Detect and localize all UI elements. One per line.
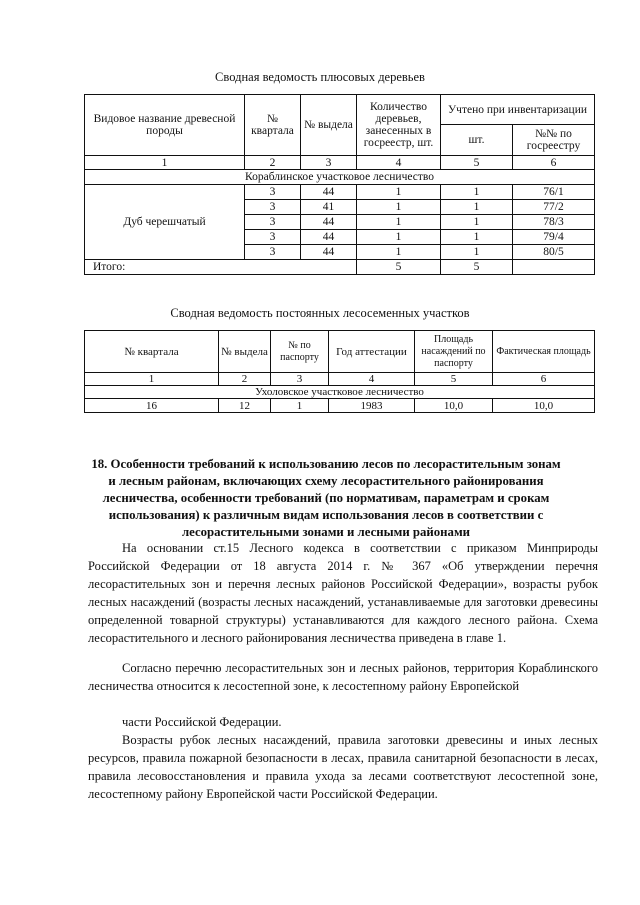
- cell-count: 1: [357, 245, 441, 260]
- cell-pcs: 1: [441, 185, 513, 200]
- table-row: [85, 399, 595, 413]
- cell-area-actual: 10,0: [493, 399, 595, 413]
- cell-kvartal: 3: [245, 200, 301, 215]
- cell-area-passport: 10,0: [415, 399, 493, 413]
- header-vydel: № выдела: [219, 331, 271, 373]
- cell-count: 1: [357, 185, 441, 200]
- paragraph-continuation: части Российской Федерации.: [122, 715, 282, 729]
- section-heading: 18. Особенности требований к использованию лесов по лесорастительным зонам и лесным районам, включающих схему лесорастительного районирования лесничества, особенности требований (по нормативам, параметрам и срокам использования) к различным видам использования лесов в соответствии с лесорастительными зонами и лесными районами: [91, 457, 561, 539]
- cell-pcs: 1: [441, 230, 513, 245]
- header-pcs: шт.: [441, 125, 513, 156]
- cell-reg: 80/5: [513, 245, 595, 260]
- total-row: [85, 260, 595, 275]
- cell-reg: 79/4: [513, 230, 595, 245]
- header-area-actual: Фактическая площадь: [493, 331, 595, 373]
- cell-vydel: 41: [301, 200, 357, 215]
- cell-kvartal: 3: [245, 245, 301, 260]
- col-number: 3: [301, 156, 357, 170]
- section-row: Ухоловское участковое лесничество: [85, 386, 595, 399]
- col-number: 6: [493, 373, 595, 386]
- col-number: 5: [415, 373, 493, 386]
- cell-passport: 1: [271, 399, 329, 413]
- table-row: [85, 185, 595, 200]
- cell-reg: 78/3: [513, 215, 595, 230]
- header-year: Год аттестации: [329, 331, 415, 373]
- header-inventory: Учтено при инвентаризации: [441, 95, 595, 125]
- cell-pcs: 1: [441, 200, 513, 215]
- cell-kvartal: 16: [85, 399, 219, 413]
- col-number: 6: [513, 156, 595, 170]
- cell-pcs: 1: [441, 245, 513, 260]
- cell-count: 1: [357, 215, 441, 230]
- cell-kvartal: 3: [245, 215, 301, 230]
- cell-vydel: 12: [219, 399, 271, 413]
- cell-vydel: 44: [301, 245, 357, 260]
- total-empty: [513, 260, 595, 275]
- col-number: 1: [85, 373, 219, 386]
- header-species: Видовое название древесной породы: [85, 95, 245, 156]
- cell-count: 1: [357, 230, 441, 245]
- col-number: 4: [329, 373, 415, 386]
- table1-title: Сводная ведомость плюсовых деревьев: [215, 70, 425, 84]
- col-number: 3: [271, 373, 329, 386]
- cell-kvartal: 3: [245, 185, 301, 200]
- total-pcs: 5: [441, 260, 513, 275]
- cell-reg: 77/2: [513, 200, 595, 215]
- plus-trees-table: [84, 94, 595, 275]
- paragraph: Возрасты рубок лесных насаждений, правила заготовки древесины и иных лесных ресурсов, правила пожарной безопасности в лесах, правила санитарной безопасности в лесах, правила лесовосстановления и правила ухода за лесами соответствуют лесостепной зоне, лесостепному району Европейской части Российской Федерации.: [88, 733, 598, 801]
- species-cell: Дуб черешчатый: [85, 185, 245, 260]
- header-passport: № по паспорту: [271, 331, 329, 373]
- col-number: 4: [357, 156, 441, 170]
- col-number: 1: [85, 156, 245, 170]
- paragraph: На основании ст.15 Лесного кодекса в соответствии с приказом Минприроды Российской Федерации от 18 августа 2014 г. № 367 «Об утверждении перечня лесорастительных зон и перечня лесных районов Российской Федерации», возрасты рубок лесных насаждений (возрасты лесных насаждений, устанавливаемые для заготовки древесины определенной товарной структуры) устанавливаются для каждого лесного района. Схема лесорастительного и лесного районирования лесничества приведена в главе 1.: [88, 541, 598, 645]
- cell-vydel: 44: [301, 230, 357, 245]
- cell-vydel: 44: [301, 185, 357, 200]
- header-kvartal: № квартала: [245, 95, 301, 156]
- cell-vydel: 44: [301, 215, 357, 230]
- paragraph: Согласно перечню лесорастительных зон и лесных районов, территория Кораблинского лесничества относится к лесостепной зоне, к лесостепному району Европейской: [88, 661, 598, 693]
- cell-reg: 76/1: [513, 185, 595, 200]
- cell-kvartal: 3: [245, 230, 301, 245]
- cell-year: 1983: [329, 399, 415, 413]
- header-vydel: № выдела: [301, 95, 357, 156]
- cell-count: 1: [357, 200, 441, 215]
- table2-title: Сводная ведомость постоянных лесосеменных участков: [170, 306, 470, 320]
- total-label: Итого:: [85, 260, 357, 275]
- seed-plots-table: [84, 330, 595, 413]
- col-number: 2: [245, 156, 301, 170]
- section-row: Кораблинское участковое лесничество: [85, 170, 595, 185]
- header-kvartal: № квартала: [85, 331, 219, 373]
- cell-pcs: 1: [441, 215, 513, 230]
- col-number: 2: [219, 373, 271, 386]
- header-area-passport: Площадь насаждений по паспорту: [415, 331, 493, 373]
- col-number: 5: [441, 156, 513, 170]
- total-count: 5: [357, 260, 441, 275]
- header-reg: №№ по госреестру: [513, 125, 595, 156]
- header-count: Количество деревьев, занесенных в госреестр, шт.: [357, 95, 441, 156]
